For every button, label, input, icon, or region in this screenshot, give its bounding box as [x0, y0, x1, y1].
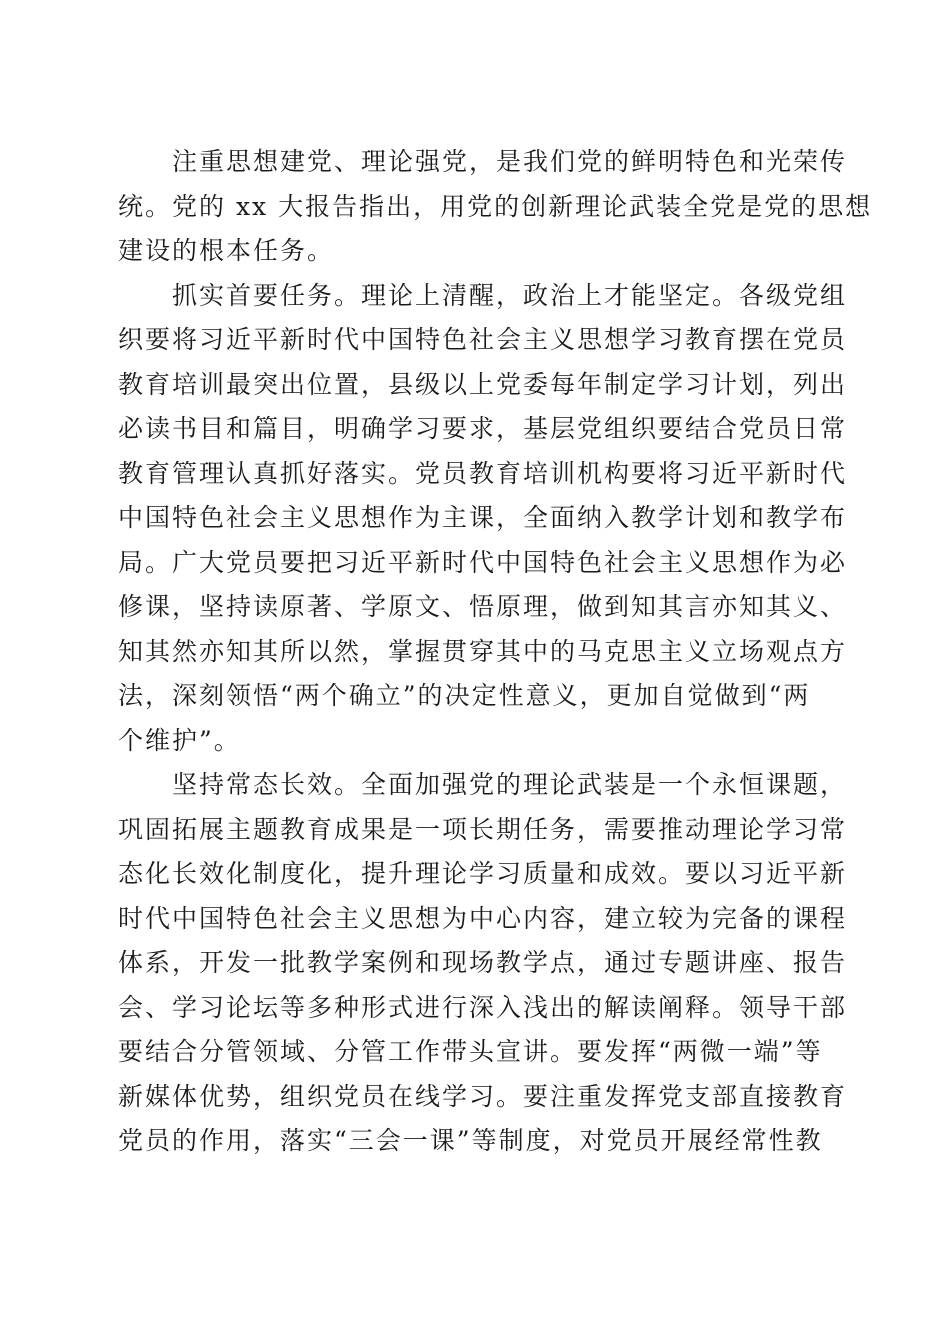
text-line: 会、学习论坛等多种形式进行深入浅出的解读阐释。领导干部 — [118, 992, 848, 1022]
text-line: 教育培训最突出位置，县级以上党委每年制定学习计划，列出 — [118, 369, 848, 399]
text-line: 巩固拓展主题教育成果是一项长期任务，需要推动理论学习常 — [118, 814, 848, 844]
text-line: 时代中国特色社会主义思想为中心内容，建立较为完备的课程 — [118, 903, 848, 933]
text-line: 坚持常态长效。全面加强党的理论武装是一个永恒课题， — [172, 770, 848, 799]
text-line: 新媒体优势，组织党员在线学习。要注重发挥党支部直接教育 — [118, 1081, 848, 1111]
text-line: 法，深刻领悟“两个确立”的决定性意义，更加自觉做到“两 — [118, 681, 811, 710]
text-line: 统。党的 xx 大报告指出，用党的创新理论武装全党是党的思想 — [118, 191, 873, 221]
text-line: 要结合分管领域、分管工作带头宣讲。要发挥“两微一端”等 — [118, 1037, 823, 1066]
text-line: 注重思想建党、理论强党，是我们党的鲜明特色和光荣传 — [172, 147, 848, 176]
text-line: 个维护”。 — [118, 725, 241, 755]
paragraph-1 — [118, 140, 873, 274]
text-line: 中国特色社会主义思想作为主课，全面纳入教学计划和教学布 — [118, 503, 848, 532]
text-line: 织要将习近平新时代中国特色社会主义思想学习教育摆在党员 — [118, 325, 848, 354]
text-line: 局。广大党员要把习近平新时代中国特色社会主义思想作为必 — [118, 547, 848, 577]
text-line: 体系，开发一批教学案例和现场教学点，通过专题讲座、报告 — [118, 948, 848, 977]
document-body — [118, 140, 873, 1164]
text-line: 抓实首要任务。理论上清醒，政治上才能坚定。各级党组 — [172, 280, 848, 310]
text-line: 知其然亦知其所以然，掌握贯穿其中的马克思主义立场观点方 — [118, 636, 848, 666]
paragraph-2 — [118, 274, 848, 764]
text-line: 修课，坚持读原著、学原文、悟原理，做到知其言亦知其义、 — [118, 592, 848, 621]
text-line: 必读书目和篇目，明确学习要求，基层党组织要结合党员日常 — [118, 414, 848, 443]
text-line: 建设的根本任务。 — [118, 236, 335, 265]
text-line: 态化长效化制度化，提升理论学习质量和成效。要以习近平新 — [118, 859, 848, 888]
text-line: 教育管理认真抓好落实。党员教育培训机构要将习近平新时代 — [118, 458, 848, 488]
text-line: 党员的作用，落实“三会一课”等制度，对党员开展经常性教 — [118, 1126, 823, 1155]
paragraph-3 — [118, 763, 848, 1164]
